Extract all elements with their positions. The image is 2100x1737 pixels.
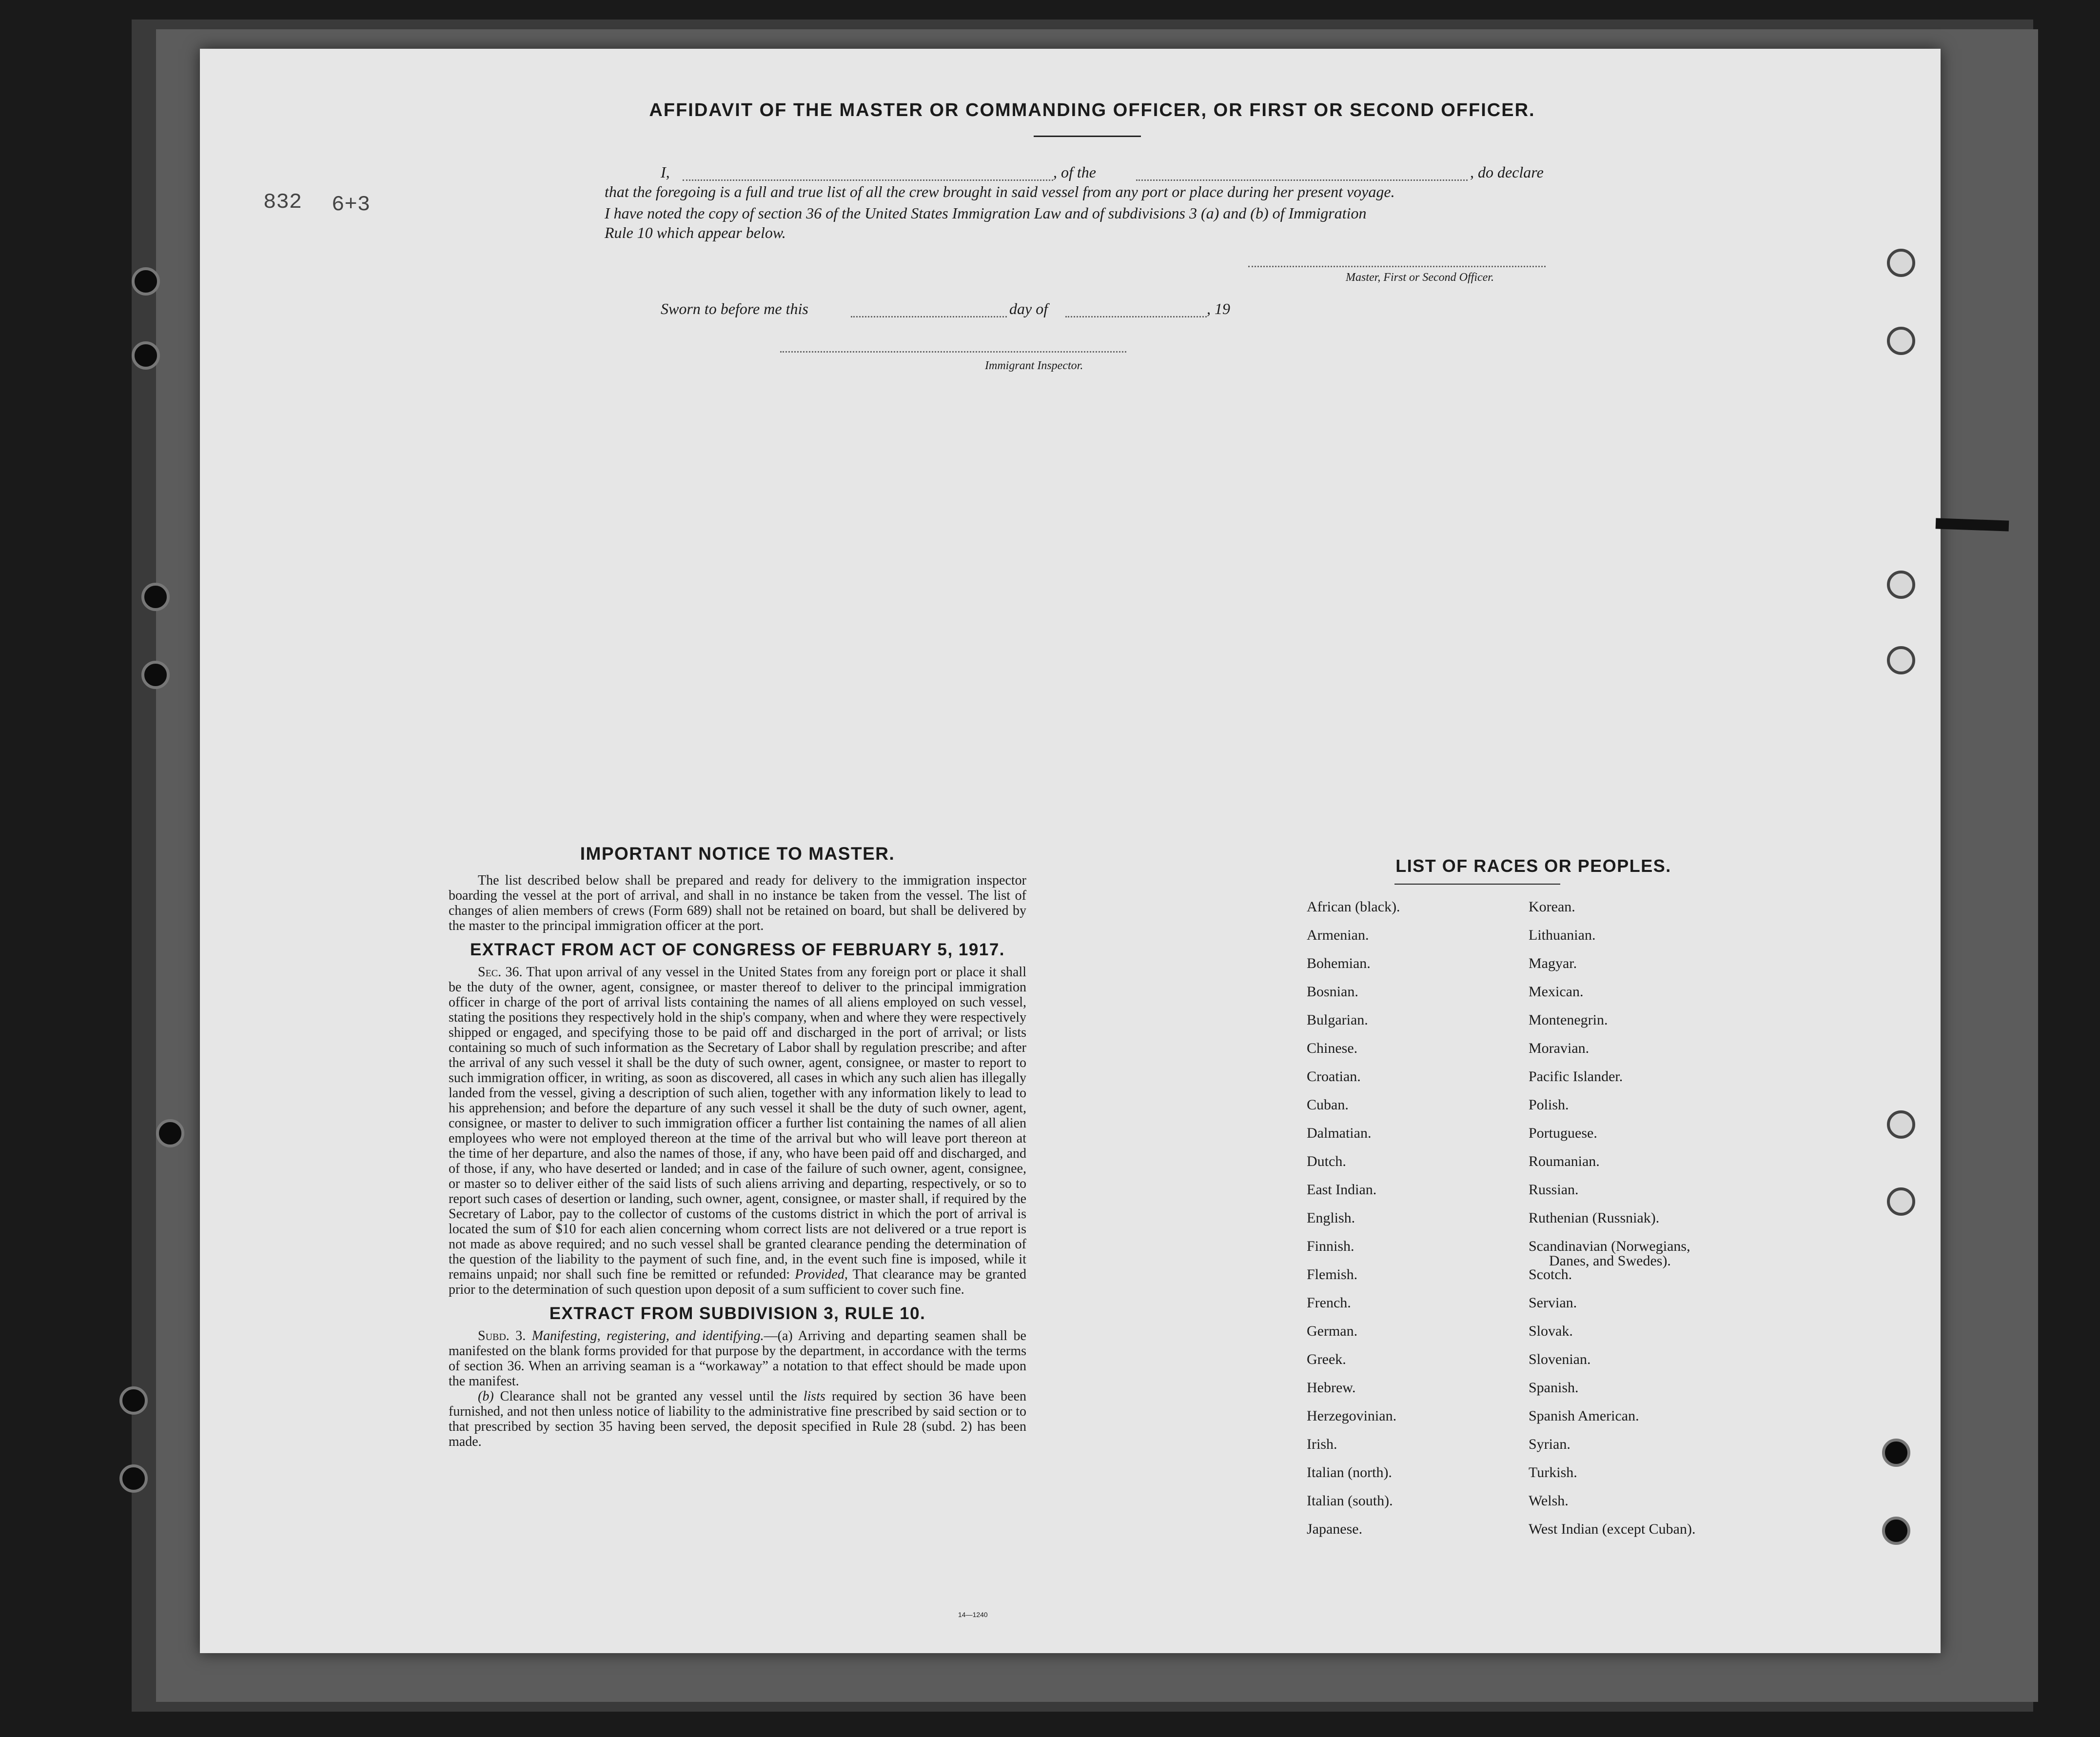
race-item [1307,1154,1400,1183]
race-label: Irish. [1307,1436,1337,1452]
inspector-label: Immigrant Inspector. [985,359,1083,372]
binder-hole-icon [119,1386,148,1415]
race-item [1307,1324,1400,1352]
race-item [1307,1352,1400,1381]
race-item [1307,1296,1400,1324]
binder-hole-icon [1887,249,1915,277]
race-item [1307,1013,1400,1041]
affidavit-title: AFFIDAVIT OF THE MASTER OR COMMANDING OFFICER, OR FIRST OR SECOND OFFICER. [649,100,1535,120]
race-label: Russian. [1529,1182,1579,1198]
race-item [1307,900,1400,928]
declaration-line-4: Rule 10 which appear below. [605,224,786,241]
race-label: Dutch. [1307,1153,1346,1169]
race-label: Bosnian. [1307,984,1358,1000]
race-item [1307,1381,1400,1409]
race-label: Magyar. [1529,955,1577,971]
race-label: Slovenian. [1529,1351,1591,1367]
declaration-i: I, [661,163,670,181]
binder-hole-icon [156,1119,184,1147]
binder-hole-icon [141,583,170,611]
declaration-line-2: that the foregoing is a full and true list of all the crew brought in said vessel from any port or place during her present voyage. [605,183,1395,200]
subd3-b-label: (b) [478,1389,494,1404]
race-item [1307,1522,1400,1550]
race-item [1529,928,1695,956]
subd3-a-text [449,1328,1026,1389]
race-item [1307,1041,1400,1069]
race-item [1307,1494,1400,1522]
race-item [1529,1069,1695,1098]
race-label: Spanish. [1529,1380,1579,1396]
race-label: Polish. [1529,1097,1569,1113]
race-item [1529,1381,1695,1409]
race-item [1307,1409,1400,1437]
sec36-provided: Provided, [795,1267,848,1282]
subd3-label: Subd. 3. [478,1328,526,1343]
races-right-column [1529,900,1695,1550]
race-label: Italian (south). [1307,1493,1393,1509]
race-label: Pacific Islander. [1529,1068,1623,1085]
race-item [1529,1041,1695,1069]
race-label: Chinese. [1307,1040,1358,1056]
race-item [1307,956,1400,985]
sec36-body: That upon arrival of any vessel in the United States from any foreign port or place it shall be the duty of the owner, agent, consignee, or master thereof to deliver to the principal immigration officer in charge of the port of arrival lists containing the names of all aliens employed on such vessel, stating the positions they respectively hold in the ship's company, when and where they were respectively shipped or engaged, and specifying those to be paid off and discharged in the port of arrival; or lists containing so much of such information as the Secretary of Labor shall by regulation prescribe; and after the arrival of any such vessel it shall be the duty of such owner, agent, consignee, or master to report to such immigration officer, in writing, as soon as discovered, all cases in which any such alien has illegally landed from the vessel, giving a description of such alien, together with any information likely to lead to his apprehension; and before the departure of any such vessel it shall be the duty of such owner, agent, consignee, or master to deliver to such immigration officer a further list containing the names of all alien employees who were not employed thereon at the time of the arrival but who will leave port thereon at the time of her departure, and also the names of those, if any, who have been paid off and discharged, and of those, if any, who have deserted or landed; and in case of the failure of such owner, agent, consignee, or master so to deliver either of the said lists of such aliens arriving and departing, respectively, or so to report such cases of desertion or landing, such owner, agent, consignee, or master shall, if required by the Secretary of Labor, pay to the collector of customs of the customs district in which the port of arrival is located the sum of $10 for each alien concerning whom correct lists are not delivered or a true report is not made as above required; and no such vessel shall be granted clearance pending the determination of the question of the liability to the payment of such fine, and, in the event such fine is imposed, while it remains unpaid; nor shall such fine be remitted or refunded: [449,965,1026,1282]
race-item [1529,1126,1695,1154]
master-signature-label: Master, First or Second Officer. [1346,271,1494,284]
binder-hole-icon [1887,571,1915,599]
race-label: West Indian (except Cuban). [1529,1521,1696,1537]
subd3-a-body: —(a) Arriving and departing seamen shall be manifested on the blank forms provided for that purpose by the department, in accordance with the terms of section 36. When an arriving seaman is a “workaway” a notation to that effect should be made upon the manifest. [449,1328,1026,1389]
race-label: Cuban. [1307,1097,1349,1113]
race-label: Bohemian. [1307,955,1371,971]
race-label: English. [1307,1210,1355,1226]
binder-hole-icon [1882,1517,1910,1545]
sworn-day-field[interactable] [851,316,1007,317]
vessel-field[interactable] [1136,179,1468,181]
race-item [1529,1154,1695,1183]
race-item [1529,1239,1695,1267]
race-item [1529,1522,1695,1550]
sec36-label: Sec. 36. [478,965,523,980]
race-label: Italian (north). [1307,1464,1392,1480]
race-item [1529,1324,1695,1352]
year-label: , 19 [1207,300,1230,317]
race-label: Portuguese. [1529,1125,1597,1141]
race-label: Flemish. [1307,1266,1358,1283]
race-item [1529,1437,1695,1465]
race-item [1529,1267,1695,1296]
race-label: Lithuanian. [1529,927,1596,943]
form-code: 14—1240 [958,1611,988,1619]
race-label: Montenegrin. [1529,1012,1608,1028]
race-label: Turkish. [1529,1464,1577,1480]
notice-paragraph: The list described below shall be prepared and ready for delivery to the immigration inspector boarding the vessel at the port of arrival, and shall in no instance be taken from the vessel. The list of changes of alien members of crews (Form 689) shall not be retained on board, but shall be delivered by the master to the principal immigration officer at the port. [449,873,1026,933]
declaration-line-3: I have noted the copy of section 36 of the United States Immigration Law and of subdivisions 3 (a) and (b) of Immigration [605,204,1367,222]
binder-hole-icon [1887,1110,1915,1139]
sworn-label: Sworn to before me this [661,300,808,317]
race-label: Mexican. [1529,984,1584,1000]
day-of-label: day of [1009,300,1048,317]
race-label: Slovak. [1529,1323,1573,1339]
race-label: Greek. [1307,1351,1346,1367]
race-label-continued: Danes, and Swedes). [1549,1253,1671,1269]
race-label: Welsh. [1529,1493,1569,1509]
race-item [1529,956,1695,985]
race-label: Scandinavian (Norwegians, [1529,1238,1690,1254]
extract2-title: EXTRACT FROM SUBDIVISION 3, RULE 10. [549,1304,926,1323]
binder-hole-icon [1887,1187,1915,1216]
race-item [1529,1013,1695,1041]
binder-hole-icon [132,341,160,370]
race-item [1307,1239,1400,1267]
race-item [1307,1267,1400,1296]
race-item [1307,1465,1400,1494]
races-title: LIST OF RACES OR PEOPLES. [1395,856,1671,876]
race-label: Spanish American. [1529,1408,1639,1424]
races-title-rule [1394,884,1560,885]
race-label: Ruthenian (Russniak). [1529,1210,1660,1226]
binder-hole-icon [1882,1439,1910,1467]
race-item [1307,1211,1400,1239]
subd3-b-lists: lists [803,1389,825,1404]
binder-hole-icon [132,267,160,296]
master-signature-field[interactable] [1248,266,1546,267]
race-label: Moravian. [1529,1040,1590,1056]
race-label: Croatian. [1307,1068,1361,1085]
race-item [1307,1183,1400,1211]
subd3-b-body-2: required by section 36 have been furnished, and not then unless notice of liability to the administrative fine prescribed by said section or to that prescribed by section 35 having been served, the deposit specified in Rule 28 (subd. 2) has been made. [449,1389,1027,1449]
binder-hole-icon [141,661,170,689]
race-item [1529,1465,1695,1494]
sec36-text [449,965,1026,1297]
race-label: French. [1307,1295,1351,1311]
subd3-heading: Manifesting, registering, and identifying. [531,1328,764,1343]
notice-section [449,844,1026,1449]
race-item [1307,1437,1400,1465]
race-label: Japanese. [1307,1521,1363,1537]
race-item [1529,900,1695,928]
race-label: Servian. [1529,1295,1577,1311]
race-item [1529,1296,1695,1324]
race-label: Dalmatian. [1307,1125,1372,1141]
race-label: Hebrew. [1307,1380,1356,1396]
race-item [1529,985,1695,1013]
race-label: German. [1307,1323,1358,1339]
race-item [1307,928,1400,956]
race-label: Scotch. [1529,1266,1572,1283]
binder-hole-icon [1887,646,1915,674]
race-label: Bulgarian. [1307,1012,1368,1028]
race-label: Roumanian. [1529,1153,1600,1169]
race-label: Syrian. [1529,1436,1570,1452]
race-item [1529,1409,1695,1437]
margin-number: 832 [263,190,302,215]
sec36-end: That clearance may be granted prior to the determination of such question upon deposit of a sum sufficient to cover such fine. [449,1267,1027,1297]
notice-title: IMPORTANT NOTICE TO MASTER. [580,844,895,864]
margin-number: 6+3 [332,193,371,217]
race-label: Korean. [1529,899,1575,915]
race-item [1307,1098,1400,1126]
name-field[interactable] [683,179,1053,181]
race-item [1529,1098,1695,1126]
race-item [1307,1069,1400,1098]
race-label: East Indian. [1307,1182,1377,1198]
race-item [1529,1211,1695,1239]
race-label: African (black). [1307,899,1400,915]
binder-hole-icon [1887,327,1915,355]
race-item [1307,985,1400,1013]
declaration-do-declare: , do declare [1470,163,1544,181]
race-label: Finnish. [1307,1238,1354,1254]
races-left-column [1307,900,1400,1550]
inspector-signature-field[interactable] [780,351,1126,353]
extract1-title: EXTRACT FROM ACT OF CONGRESS OF FEBRUARY 5, 1917. [470,940,1005,959]
race-label: Armenian. [1307,927,1369,943]
title-rule [1034,136,1141,137]
race-item [1529,1183,1695,1211]
race-item [1529,1352,1695,1381]
subd3-b-body-1: Clearance shall not be granted any vessel until the [500,1389,797,1404]
race-label: Herzegovinian. [1307,1408,1397,1424]
race-item [1307,1126,1400,1154]
declaration-of-the: , of the [1053,163,1096,181]
race-item [1529,1494,1695,1522]
binder-hole-icon [119,1464,148,1493]
sworn-month-field[interactable] [1065,316,1207,317]
subd3-b-text [449,1389,1026,1449]
